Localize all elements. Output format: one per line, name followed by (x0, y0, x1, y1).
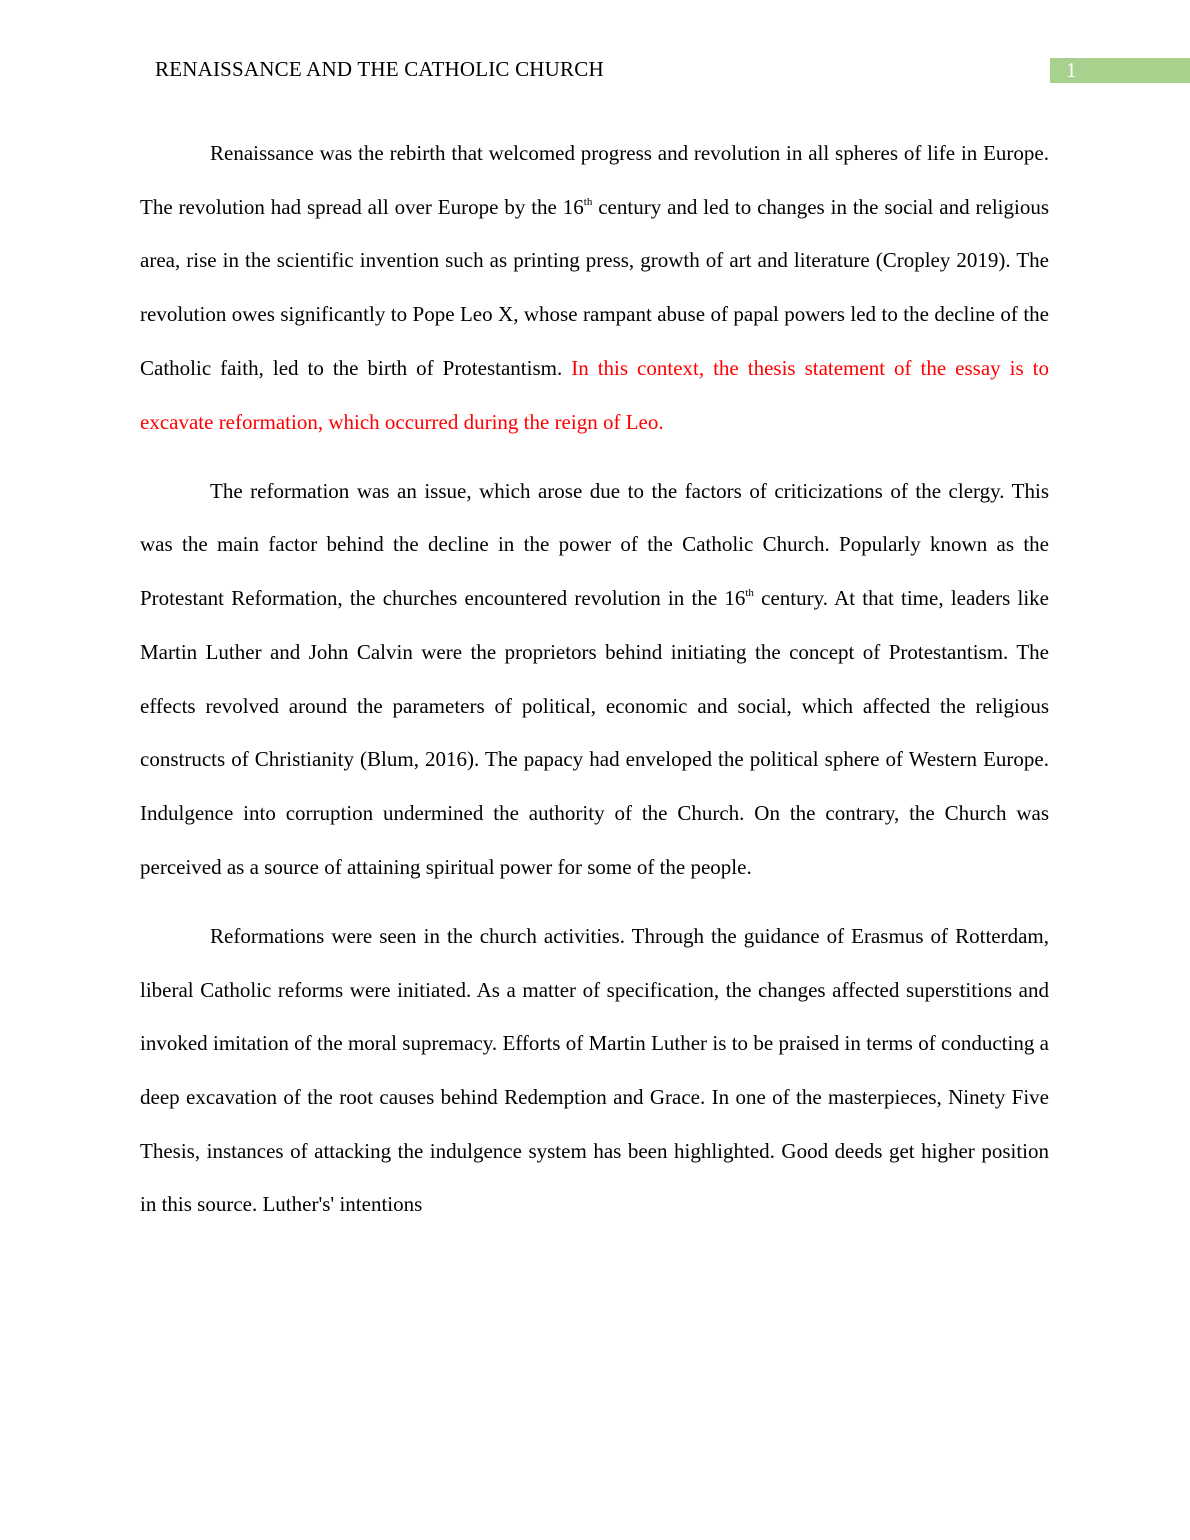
running-header-title: RENAISSANCE AND THE CATHOLIC CHURCH (155, 57, 604, 81)
page-number: 1 (1066, 58, 1077, 82)
paragraph-2 (140, 465, 1049, 895)
paragraph-2-text-a: The reformation was an issue, which arose due to the factors of criticizations of the clergy. This was the main factor behind the decline in the power of the Catholic Church. Popularly known as the Protestant Reformation, the churches encountered revolution in the 16 (140, 478, 1049, 611)
paragraph-1-text-a: Renaissance was the rebirth that welcomed progress and revolution in all spheres of life in Europe. The revolution had spread all over Europe by the 16 (140, 141, 1049, 219)
paragraph-3-text: Reformations were seen in the church activities. Through the guidance of Erasmus of Rotterdam, liberal Catholic reforms were initiated. As a matter of specification, the changes affected superstitions and invoked imitation of the moral supremacy. Efforts of Martin Luther is to be praised in terms of conducting a deep excavation of the root causes behind Redemption and Grace. In one of the masterpieces, Ninety Five Thesis, instances of attacking the indulgence system has been highlighted. Good deeds get higher position in this source. Luther's' intentions (140, 923, 1049, 1217)
page-number-bar (1050, 58, 1190, 83)
thesis-statement: In this context, the thesis statement of the essay is to excavate reformation, which occurred during the reign of Leo. (140, 355, 1049, 434)
paragraph-3 (140, 910, 1049, 1232)
paragraph-1-text-b: century and led to changes in the social and religious area, rise in the scientific invention such as printing press, growth of art and literature (Cropley 2019). The revolution owes significantly to Pope Leo X, whose rampant abuse of papal powers led to the decline of the Catholic faith, led to the birth of Protestantism. (140, 194, 1049, 380)
document-body (140, 127, 1049, 1248)
ordinal-suffix: th (583, 195, 593, 208)
ordinal-suffix: th (745, 587, 754, 600)
paragraph-2-text-b: century. At that time, leaders like Martin Luther and John Calvin were the proprietors behind initiating the concept of Protestantism. The effects revolved around the parameters of political, economic and social, which affected the religious constructs of Christianity (Blum, 2016). The papacy had enveloped the political sphere of Western Europe. Indulgence into corruption undermined the authority of the Church. On the contrary, the Church was perceived as a source of attaining spiritual power for some of the people. (140, 586, 1049, 879)
paragraph-1 (140, 127, 1049, 449)
